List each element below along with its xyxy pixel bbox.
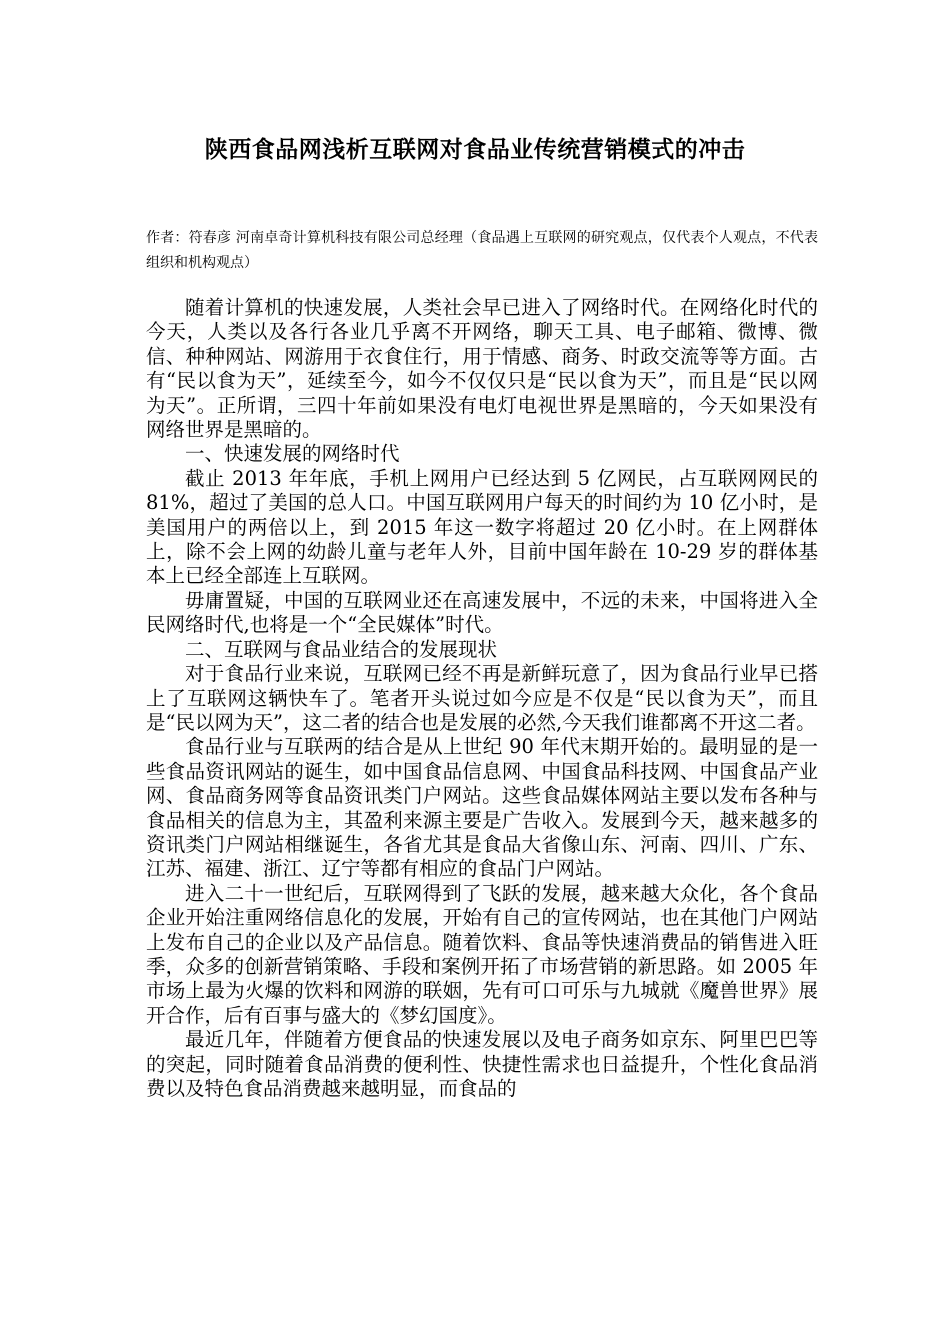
- section-heading-2: 二、互联网与食品业结合的发展现状: [185, 637, 498, 661]
- document-body: [146, 296, 818, 1101]
- paragraph: 毋庸置疑，中国的互联网业还在高速发展中，不远的未来，中国将进入全民网络时代,也将是一个“全民媒体”时代。: [146, 588, 818, 637]
- section-heading-1: 一、快速发展的网络时代: [185, 442, 400, 466]
- paragraph: 最近几年，伴随着方便食品的快速发展以及电子商务如京东、阿里巴巴等的突起，同时随着食品消费的便利性、快捷性需求也日益提升，个性化食品消费以及特色食品消费越来越明显，而食品的: [146, 1028, 818, 1100]
- paragraph: 对于食品行业来说，互联网已经不再是新鲜玩意了，因为食品行业早已搭上了互联网这辆快车了。笔者开头说过如今应是不仅是“民以食为天”，而且是“民以网为天”，这二者的结合也是发展的必然,今天我们谁都离不开这二者。: [146, 662, 818, 734]
- document-title: 陕西食品网浅析互联网对食品业传统营销模式的冲击: [204, 136, 746, 163]
- paragraph-intro: 随着计算机的快速发展，人类社会早已进入了网络时代。在网络化时代的今天，人类以及各行各业几乎离不开网络，聊天工具、电子邮箱、微博、微信、种种网站、网游用于衣食住行，用于情感、商务、时政交流等等方面。古有“民以食为天”，延续至今，如今不仅仅只是“民以食为天”，而且是“民以网为天”。正所谓，三四十年前如果没有电灯电视世界是黑暗的，今天如果没有网络世界是黑暗的。: [146, 296, 818, 442]
- paragraph: 截止 2013 年年底，手机上网用户已经达到 5 亿网民，占互联网网民的 81%，超过了美国的总人口。中国互联网用户每天的时间约为 10 亿小时，是美国用户的两倍以上，到 2015 年这一数字将超过 20 亿小时。在上网群体上，除不会上网的幼龄儿童与老年人外，目前中国年龄在 10-29 岁的群体基本上已经全部连上互联网。: [146, 466, 818, 588]
- author-line: 作者：符春彦 河南卓奇计算机科技有限公司总经理（食品遇上互联网的研究观点，仅代表个人观点，不代表组织和机构观点）: [146, 230, 818, 271]
- paragraph: 食品行业与互联两的结合是从上世纪 90 年代末期开始的。最明显的是一些食品资讯网站的诞生，如中国食品信息网、中国食品科技网、中国食品产业网、食品商务网等食品资讯类门户网站。这些食品媒体网站主要以发布各种与食品相关的信息为主，其盈利来源主要是广告收入。发展到今天，越来越多的资讯类门户网站相继诞生，各省尤其是食品大省像山东、河南、四川、广东、江苏、福建、浙江、辽宁等都有相应的食品门户网站。: [146, 735, 818, 881]
- paragraph: 进入二十一世纪后，互联网得到了飞跃的发展，越来越大众化，各个食品企业开始注重网络信息化的发展，开始有自己的宣传网站，也在其他门户网站上发布自己的企业以及产品信息。随着饮料、食品等快速消费品的销售进入旺季，众多的创新营销策略、手段和案例开拓了市场营销的新思路。如 2005 年市场上最为火爆的饮料和网游的联姻，先有可口可乐与九城就《魔兽世界》展开合作，后有百事与盛大的《梦幻国度》。: [146, 881, 818, 1027]
